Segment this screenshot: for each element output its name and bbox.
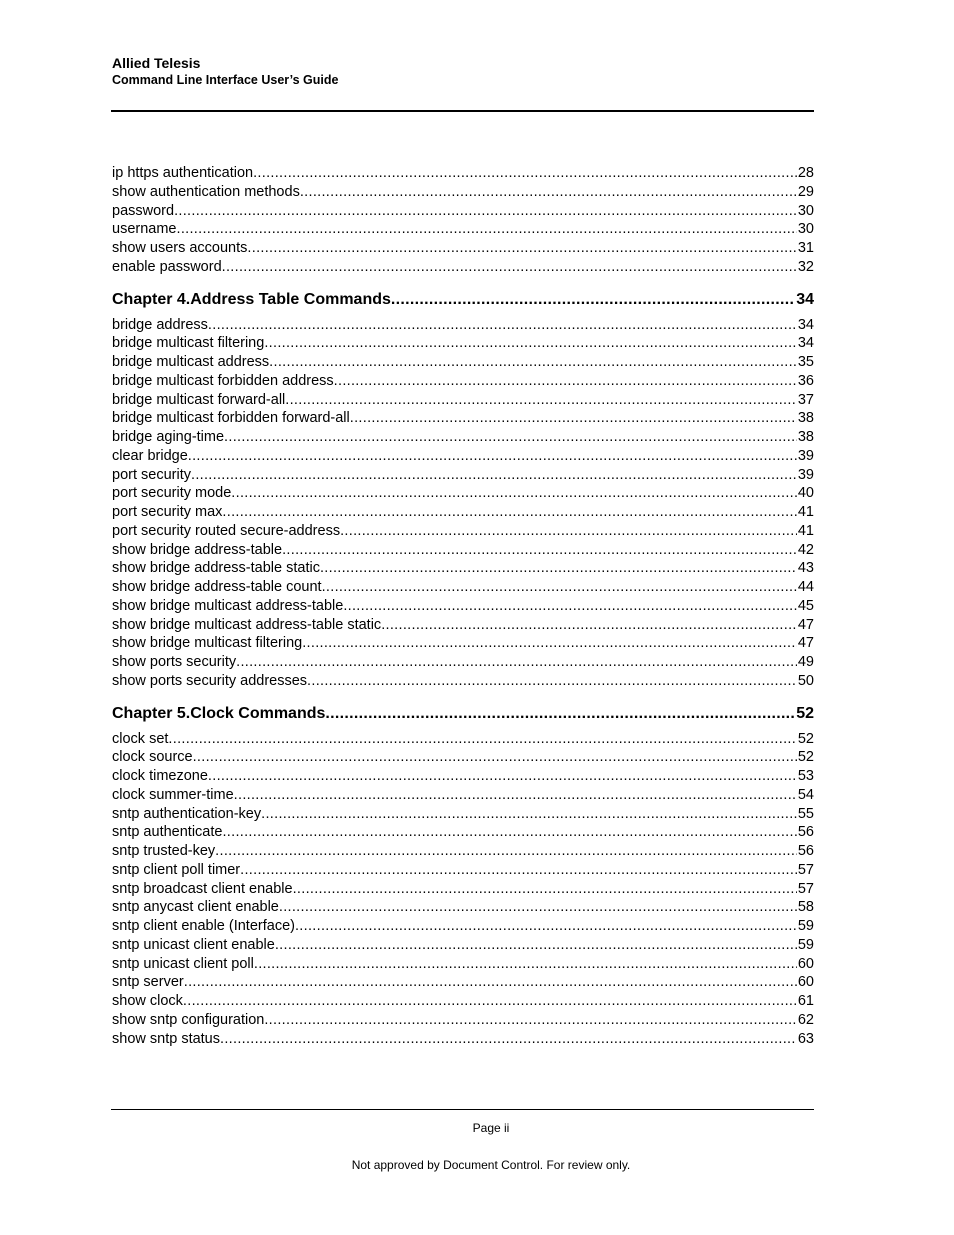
dot-leader [191,466,797,485]
toc-entry-title: sntp unicast client enable [112,936,275,953]
toc-entry-page-number: 35 [797,354,814,370]
toc-entry[interactable] [112,559,814,578]
toc-entry-page-number: 47 [797,616,814,633]
toc-entry[interactable] [112,202,814,221]
toc-entry-page-number: 52 [797,730,814,747]
toc-entry[interactable] [112,861,814,880]
toc-entry[interactable] [112,503,814,522]
toc-entry-page-number: 62 [797,1011,814,1028]
toc-entry[interactable] [112,634,814,653]
toc-entry-page-number: 60 [797,974,814,991]
toc-entry-page-number: 47 [797,635,814,652]
toc-entry-page-number: 44 [797,579,814,595]
toc-entry[interactable] [112,898,814,917]
dot-leader [236,653,797,672]
toc-entry-page-number: 38 [797,410,814,427]
toc-entry[interactable] [112,316,814,335]
toc-entry[interactable] [112,748,814,767]
toc-entry-page-number: 41 [797,504,814,520]
dot-leader [275,936,797,955]
toc-entry-page-number: 53 [797,768,814,784]
toc-entry-page-number: 57 [797,861,814,878]
dot-leader [322,578,797,597]
page-number: Page ii [472,1121,510,1135]
toc-entry[interactable] [112,164,814,183]
dot-leader [340,522,797,541]
toc-entry[interactable] [112,239,814,258]
chapter-page-number: 34 [796,290,814,308]
dot-leader [350,409,797,428]
dot-leader [193,748,797,767]
toc-entry-title: sntp trusted-key [112,843,216,859]
toc-entry-page-number: 30 [797,221,814,238]
document-header [112,55,338,89]
toc-entry-page-number: 45 [797,597,814,614]
toc-entry-page-number: 32 [797,258,814,275]
dot-leader [183,992,797,1011]
toc-entry-title: bridge multicast forbidden forward-all [112,410,350,427]
dot-leader [282,541,797,560]
dot-leader [188,447,797,466]
dot-leader [208,316,797,335]
toc-entry-title: username [112,221,177,238]
dot-leader [261,805,797,824]
toc-entry-title: show bridge multicast address-table [112,597,344,614]
toc-entry-title: sntp client enable (Interface) [112,918,295,934]
toc-entry[interactable] [112,578,814,597]
toc-entry[interactable] [112,183,814,202]
chapter-title: Chapter 4.Address Table Commands [112,290,391,308]
dot-leader [264,1011,797,1030]
toc-entry[interactable] [112,258,814,277]
dot-leader [176,220,796,239]
toc-entry-title: show ports security [112,654,237,670]
toc-entry[interactable] [112,880,814,899]
toc-entry[interactable] [112,597,814,616]
toc-entry-title: port security max [112,504,223,520]
toc-entry-title: sntp authenticate [112,824,223,841]
toc-entry-page-number: 40 [797,485,814,502]
toc-entry-page-number: 38 [797,429,814,445]
toc-entry[interactable] [112,917,814,936]
toc-entry[interactable] [112,730,814,749]
dot-leader [247,239,796,258]
toc-entry[interactable] [112,353,814,372]
toc-entry[interactable] [112,973,814,992]
toc-entry-page-number: 49 [797,654,814,670]
dot-leader [295,917,797,936]
toc-entry-page-number: 37 [797,391,814,408]
toc-entry-page-number: 41 [797,522,814,539]
toc-entry[interactable] [112,653,814,672]
toc-entry-title: sntp anycast client enable [112,899,279,916]
toc-entry-title: bridge multicast forward-all [112,391,286,408]
toc-entry-page-number: 30 [797,202,814,219]
toc-entry-page-number: 42 [797,541,814,558]
company-name: Allied Telesis [112,55,201,71]
toc-entry[interactable] [112,842,814,861]
toc-entry-title: sntp authentication-key [112,805,262,822]
toc-entry-title: show bridge address-table static [112,560,320,577]
toc-entry-title: show bridge address-table [112,541,283,558]
dot-leader [234,786,797,805]
toc-entry-title: bridge address [112,316,208,333]
toc-entry[interactable] [112,786,814,805]
toc-entry[interactable] [112,936,814,955]
dot-leader [215,842,797,861]
dot-leader [208,767,797,786]
toc-entry-page-number: 34 [797,335,814,352]
toc-entry[interactable] [112,466,814,485]
toc-entry-title: bridge aging-time [112,429,225,445]
toc-entry[interactable] [112,992,814,1011]
chapter-title: Chapter 5.Clock Commands [112,704,326,722]
toc-entry-page-number: 43 [797,560,814,577]
toc-entry[interactable] [112,372,814,391]
guide-title: Command Line Interface User’s Guide [112,73,339,87]
toc-entry[interactable] [112,1011,814,1030]
dot-leader [279,898,797,917]
toc-entry-title: bridge multicast filtering [112,335,265,352]
dot-leader [343,597,797,616]
toc-entry-page-number: 52 [797,749,814,766]
footer-divider [111,1109,814,1110]
review-notice: Not approved by Document Control. For review only. [351,1158,631,1172]
toc-entry[interactable] [112,616,814,635]
toc-entry[interactable] [112,447,814,466]
toc-entry-page-number: 36 [797,372,814,389]
toc-entry-page-number: 34 [797,316,814,333]
toc-entry-page-number: 50 [797,672,814,689]
toc-section-group-2 [112,316,814,691]
dot-leader [174,202,797,221]
toc-entry-title: port security mode [112,485,232,502]
dot-leader [222,258,797,277]
dot-leader [325,702,794,725]
dot-leader [224,428,797,447]
toc-entry-title: show sntp status [112,1030,220,1047]
toc-entry-page-number: 29 [797,183,814,200]
toc-entry[interactable] [112,805,814,824]
toc-entry[interactable] [112,767,814,786]
dot-leader [168,730,796,749]
toc-entry-title: show sntp configuration [112,1011,265,1028]
toc-entry-page-number: 58 [797,899,814,916]
toc-entry-title: password [112,202,175,219]
toc-entry-page-number: 61 [797,993,814,1009]
toc-entry[interactable] [112,484,814,503]
dot-leader [300,183,797,202]
toc-entry-title: clock timezone [112,768,208,784]
toc-chapter-5[interactable] [112,702,814,725]
dot-leader [184,973,797,992]
toc-entry[interactable] [112,522,814,541]
toc-entry-page-number: 39 [797,447,814,464]
chapter-page-number: 52 [796,704,814,722]
toc-entry-title: clock set [112,730,169,747]
toc-entry-title: show bridge address-table count [112,579,322,595]
toc-entry[interactable] [112,955,814,974]
toc-entry-title: sntp client poll timer [112,861,241,878]
toc-entry-title: port security routed secure-address [112,522,341,539]
dot-leader [240,861,797,880]
dot-leader [391,288,794,311]
toc-entry-page-number: 56 [797,843,814,859]
toc-entry-title: show ports security addresses [112,672,308,689]
header-divider [111,110,814,112]
dot-leader [264,334,797,353]
toc-entry-page-number: 39 [797,466,814,483]
toc-entry-page-number: 59 [797,936,814,953]
toc-entry-title: show authentication methods [112,183,300,200]
toc-chapter-4[interactable] [112,288,814,311]
toc-entry-page-number: 60 [797,955,814,972]
toc-entry[interactable] [112,428,814,447]
toc-section-group-1 [112,164,814,277]
dot-leader [222,503,796,522]
toc-entry[interactable] [112,672,814,691]
toc-entry-title: sntp unicast client poll [112,955,254,972]
toc-entry-title: bridge multicast address [112,354,270,370]
toc-entry-title: sntp server [112,974,184,991]
dot-leader [269,353,797,372]
toc-entry[interactable] [112,409,814,428]
toc-entry-page-number: 28 [797,165,814,181]
toc-entry-title: clear bridge [112,447,188,464]
toc-entry-title: show bridge multicast address-table static [112,616,382,633]
toc-entry-title: clock source [112,749,193,766]
dot-leader [334,372,797,391]
toc-entry[interactable] [112,823,814,842]
dot-leader [220,1030,797,1049]
toc-entry-title: bridge multicast forbidden address [112,372,334,389]
toc-entry-page-number: 57 [797,880,814,897]
toc-entry[interactable] [112,1030,814,1049]
toc-entry-page-number: 31 [797,240,814,256]
toc-entry-title: show bridge multicast filtering [112,635,303,652]
toc-entry[interactable] [112,334,814,353]
toc-entry[interactable] [112,541,814,560]
dot-leader [254,955,797,974]
dot-leader [253,164,797,183]
toc-entry-title: show clock [112,993,183,1009]
table-of-contents [112,164,814,1048]
toc-entry-title: ip https authentication [112,165,254,181]
toc-section-group-3 [112,730,814,1049]
dot-leader [293,880,797,899]
toc-entry-title: enable password [112,258,222,275]
toc-entry-page-number: 55 [797,805,814,822]
toc-entry-page-number: 56 [797,824,814,841]
toc-entry-page-number: 63 [797,1030,814,1047]
toc-entry[interactable] [112,220,814,239]
toc-entry-title: sntp broadcast client enable [112,880,293,897]
toc-entry-title: clock summer-time [112,786,234,803]
dot-leader [231,484,797,503]
toc-entry-title: port security [112,466,191,483]
dot-leader [381,616,797,635]
toc-entry[interactable] [112,391,814,410]
dot-leader [307,672,797,691]
dot-leader [302,634,797,653]
toc-entry-title: show users accounts [112,240,248,256]
dot-leader [285,391,797,410]
toc-entry-page-number: 54 [797,786,814,803]
dot-leader [320,559,797,578]
toc-entry-page-number: 59 [797,918,814,934]
dot-leader [222,823,796,842]
